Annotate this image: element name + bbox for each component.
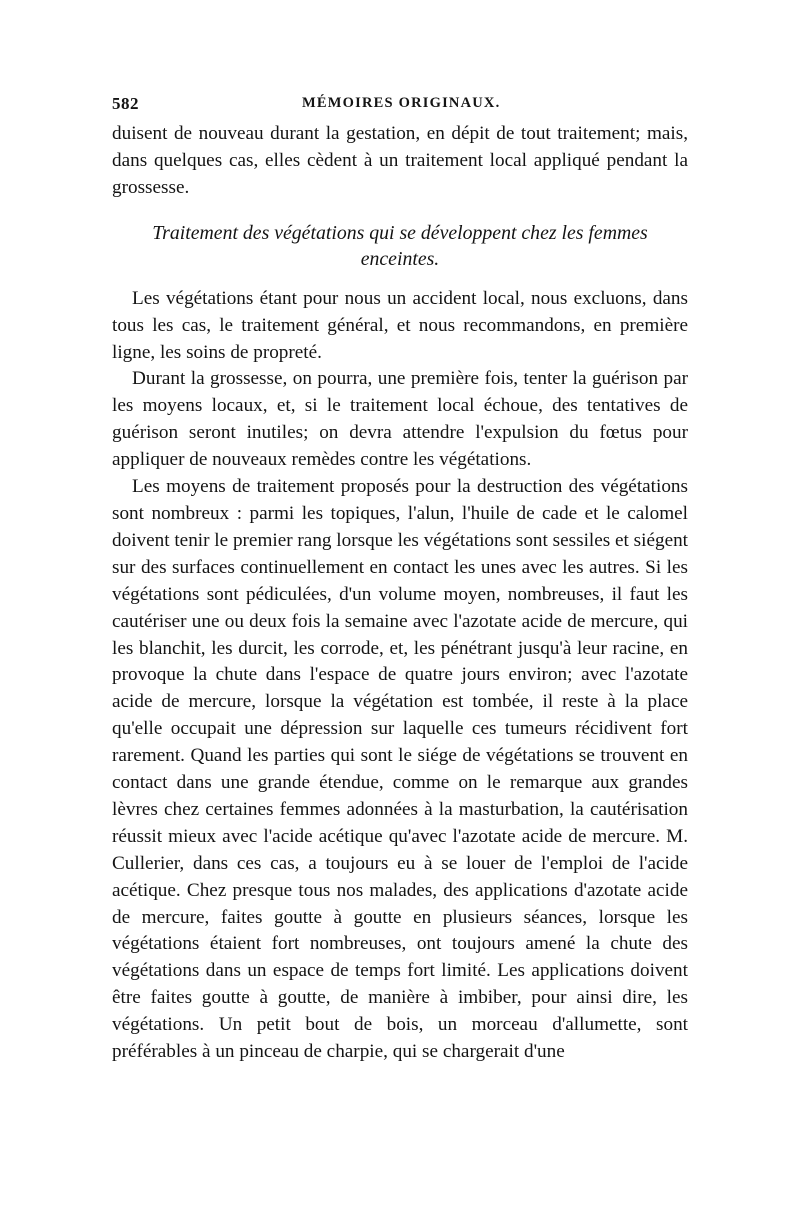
- paragraph-3: Les moyens de traitement proposés pour la destruction des végétations sont nombreux : parmi les topiques, l'alun, l'huile de cade et le calomel doivent tenir le premier rang lorsque les végétations sont sessiles et siégent sur des surfaces continuellement en contact les unes avec les autres. Si les végétations sont pédiculées, d'un volume moyen, nombreuses, il faut les cautériser une ou deux fois la semaine avec l'azotate acide de mercure, qui les blanchit, les durcit, les corrode, et, les pénétrant jusqu'à leur racine, en provoque la chute dans l'espace de quatre jours environ; avec l'azotate acide de mercure, lorsque la végétation est tombée, il reste à la place qu'elle occupait une dépression sur laquelle ces tumeurs récidivent fort rarement. Quand les parties qui sont le siége de végétations se trouvent en contact dans une grande étendue, comme on le remarque aux grandes lèvres chez certaines femmes adonnées à la masturbation, la cautérisation réussit mieux avec l'acide acétique qu'avec l'azotate acide de mercure. M. Cullerier, dans ces cas, a toujours eu à se louer de l'emploi de l'acide acétique. Chez presque tous nos malades, des applications d'azotate acide de mercure, faites goutte à goutte en plusieurs séances, lorsque les végétations étaient fort nombreuses, ont toujours amené la chute des végétations dans un espace de temps fort limité. Les applications doivent être faites goutte à goutte, de manière à imbiber, pour ainsi dire, les végétations. Un petit bout de bois, un morceau d'allumette, sont préférables à un pinceau de charpie, qui se chargerait d'une: [112, 476, 689, 1063]
- running-header: [112, 94, 688, 118]
- paragraph-1: Les végétations étant pour nous un accident local, nous excluons, dans tous les cas, le traitement général, et nous recommandons, en première ligne, les soins de propreté.: [112, 287, 688, 363]
- section-heading: Traitement des végétations qui se développent chez les femmes enceintes.: [152, 221, 648, 270]
- paragraph-continuation: duisent de nouveau durant la gestation, en dépit de tout traitement; mais, dans quelques cas, elles cèdent à un traitement local appliqué pendant la grossesse.: [112, 123, 688, 198]
- page-number: 582: [112, 94, 139, 113]
- book-page: [112, 94, 688, 1066]
- running-title: MÉMOIRES ORIGINAUX.: [302, 95, 501, 111]
- paragraph-2: Durant la grossesse, on pourra, une première fois, tenter la guérison par les moyens locaux, et, si le traitement local échoue, des tentatives de guérison seront inutiles; on devra attendre l'expulsion du fœtus pour appliquer de nouveaux remèdes contre les végétations.: [112, 368, 688, 471]
